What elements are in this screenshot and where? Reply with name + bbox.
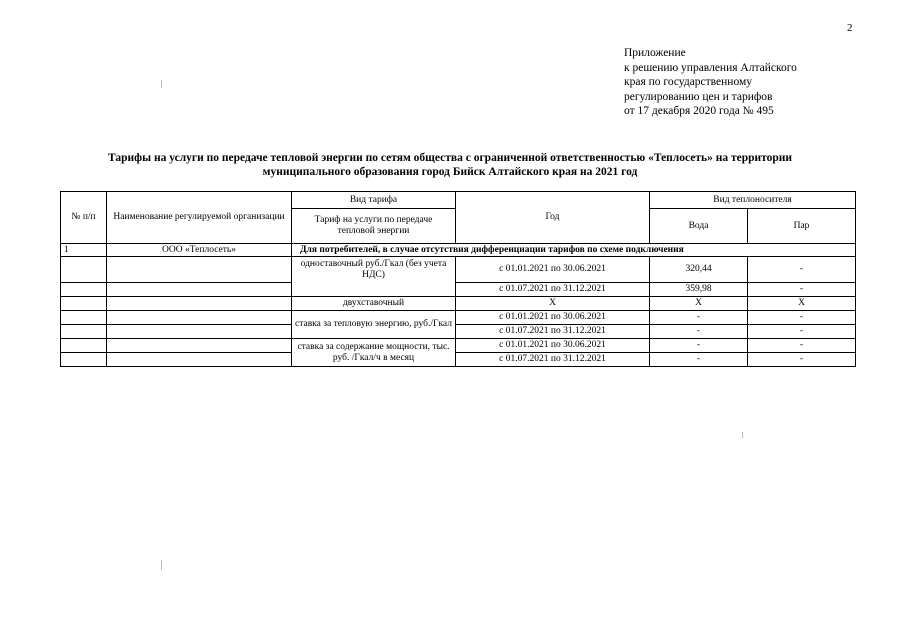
period-cell: с 01.01.2021 по 30.06.2021 xyxy=(456,339,650,353)
empty-cell xyxy=(61,283,107,297)
group-capacity: ставка за содержание мощности, тыс. руб. /Гкал/ч в месяц xyxy=(292,339,456,367)
org-num: 1 xyxy=(61,244,107,257)
header-tariff-type: Вид тарифа xyxy=(292,192,456,209)
document-title xyxy=(40,151,860,179)
empty-cell xyxy=(61,339,107,353)
water-cell: 359,98 xyxy=(650,283,748,297)
page-number: 2 xyxy=(847,22,853,34)
period-cell: с 01.01.2021 по 30.06.2021 xyxy=(456,257,650,283)
water-cell: - xyxy=(650,325,748,339)
header-year: Год xyxy=(456,192,650,244)
period-cell: X xyxy=(456,297,650,311)
empty-cell xyxy=(107,297,292,311)
empty-cell xyxy=(61,297,107,311)
group-single: одноставочный руб./Гкал (без учета НДС) xyxy=(292,257,456,297)
appendix-line: к решению управления Алтайского xyxy=(624,61,797,74)
period-cell: с 01.07.2021 по 31.12.2021 xyxy=(456,325,650,339)
org-note: Для потребителей, в случае отсутствия дифференциации тарифов по схеме подключения xyxy=(292,244,856,257)
water-cell: - xyxy=(650,353,748,367)
steam-cell: - xyxy=(748,353,856,367)
appendix-line: Приложение xyxy=(624,47,686,59)
group-energy: ставка за тепловую энергию, руб./Гкал xyxy=(292,311,456,339)
appendix-line: от 17 декабря 2020 года № 495 xyxy=(624,105,774,117)
water-cell: - xyxy=(650,339,748,353)
header-tariff-sub: Тариф на услуги по передаче тепловой энергии xyxy=(292,209,456,244)
steam-cell: X xyxy=(748,297,856,311)
appendix-block xyxy=(624,46,797,119)
empty-cell xyxy=(61,353,107,367)
empty-cell xyxy=(107,283,292,297)
period-cell: с 01.01.2021 по 30.06.2021 xyxy=(456,311,650,325)
header-steam: Пар xyxy=(748,209,856,244)
appendix-line: регулированию цен и тарифов xyxy=(624,90,773,103)
empty-cell xyxy=(61,311,107,325)
period-cell: с 01.07.2021 по 31.12.2021 xyxy=(456,353,650,367)
steam-cell: - xyxy=(748,311,856,325)
scan-artifact xyxy=(161,560,162,570)
steam-cell: - xyxy=(748,325,856,339)
header-org: Наименование регулируемой организации xyxy=(107,192,292,244)
header-num: № п/п xyxy=(61,192,107,244)
water-cell: 320,44 xyxy=(650,257,748,283)
header-water: Вода xyxy=(650,209,748,244)
empty-cell xyxy=(61,257,107,283)
empty-cell xyxy=(107,325,292,339)
empty-cell xyxy=(107,353,292,367)
tariff-table xyxy=(60,191,856,367)
org-name: ООО «Теплосеть» xyxy=(107,244,292,257)
empty-cell xyxy=(107,339,292,353)
steam-cell: - xyxy=(748,257,856,283)
empty-cell xyxy=(107,311,292,325)
scan-artifact xyxy=(742,432,743,438)
period-cell: с 01.07.2021 по 31.12.2021 xyxy=(456,283,650,297)
scan-artifact xyxy=(161,80,162,88)
water-cell: X xyxy=(650,297,748,311)
steam-cell: - xyxy=(748,339,856,353)
header-carrier: Вид теплоносителя xyxy=(650,192,856,209)
empty-cell xyxy=(107,257,292,283)
water-cell: - xyxy=(650,311,748,325)
group-two: двухставочный xyxy=(292,297,456,311)
title-line-1: Тарифы на услуги по передаче тепловой энергии по сетям общества с ограниченной ответственностью «Теплосеть» на территории xyxy=(107,152,793,164)
empty-cell xyxy=(61,325,107,339)
appendix-line: края по государственному xyxy=(624,76,752,88)
title-line-2: муниципального образования город Бийск Алтайского края на 2021 год xyxy=(262,166,638,178)
steam-cell: - xyxy=(748,283,856,297)
